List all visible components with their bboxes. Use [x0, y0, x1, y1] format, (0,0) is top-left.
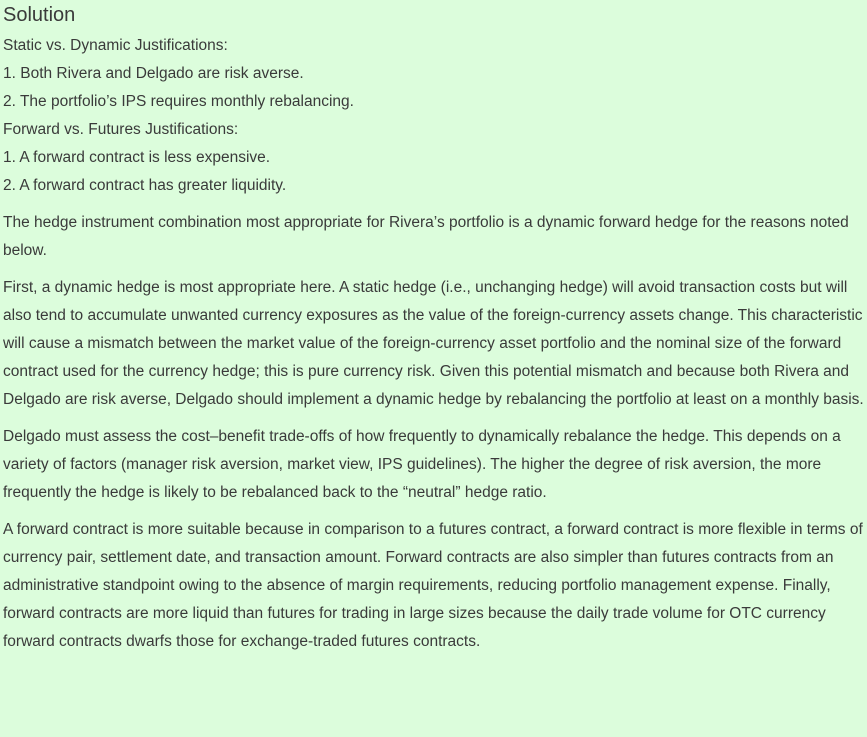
paragraph-dynamic-hedge: First, a dynamic hedge is most appropriate here. A static hedge (i.e., unchanging hedge) will avoid transaction costs but will also tend to accumulate unwanted currency exposures as the value of the foreign-currency assets change. This characteristic will cause a mismatch between the market value of the foreign-currency asset portfolio and the nominal size of the forward contract used for the currency hedge; this is pure currency risk. Given this potential mismatch and because both Rivera and Delgado are risk averse, Delgado should implement a dynamic hedge by rebalancing the portfolio at least on a monthly basis. — [3, 279, 864, 408]
solution-title: Solution — [3, 4, 76, 26]
list-item: 2. The portfolio’s IPS requires monthly rebalancing. — [3, 93, 354, 110]
list-item: 1. A forward contract is less expensive. — [3, 149, 271, 166]
static-dynamic-heading: Static vs. Dynamic Justifications: — [3, 37, 228, 54]
forward-futures-heading: Forward vs. Futures Justifications: — [3, 121, 239, 138]
list-item: 2. A forward contract has greater liquidity. — [3, 177, 287, 194]
paragraph-cost-benefit: Delgado must assess the cost–benefit trade-offs of how frequently to dynamically rebalance the hedge. This depends on a variety of factors (manager risk aversion, market view, IPS guidelines). The higher the degree of risk aversion, the more frequently the hedge is likely to be rebalanced back to the “neutral” hedge ratio. — [3, 428, 841, 501]
paragraph-forward-contract: A forward contract is more suitable because in comparison to a futures contract, a forward contract is more flexible in terms of currency pair, settlement date, and transaction amount. Forward contracts are also simpler than futures contracts from an administrative standpoint owing to the absence of margin requirements, reducing portfolio management expense. Finally, forward contracts are more liquid than futures for trading in large sizes because the daily trade volume for OTC currency forward contracts dwarfs those for exchange-traded futures contracts. — [3, 521, 863, 650]
list-item: 1. Both Rivera and Delgado are risk averse. — [3, 65, 304, 82]
justifications-list — [3, 32, 865, 200]
paragraph-summary: The hedge instrument combination most appropriate for Rivera’s portfolio is a dynamic forward hedge for the reasons noted below. — [3, 214, 849, 259]
